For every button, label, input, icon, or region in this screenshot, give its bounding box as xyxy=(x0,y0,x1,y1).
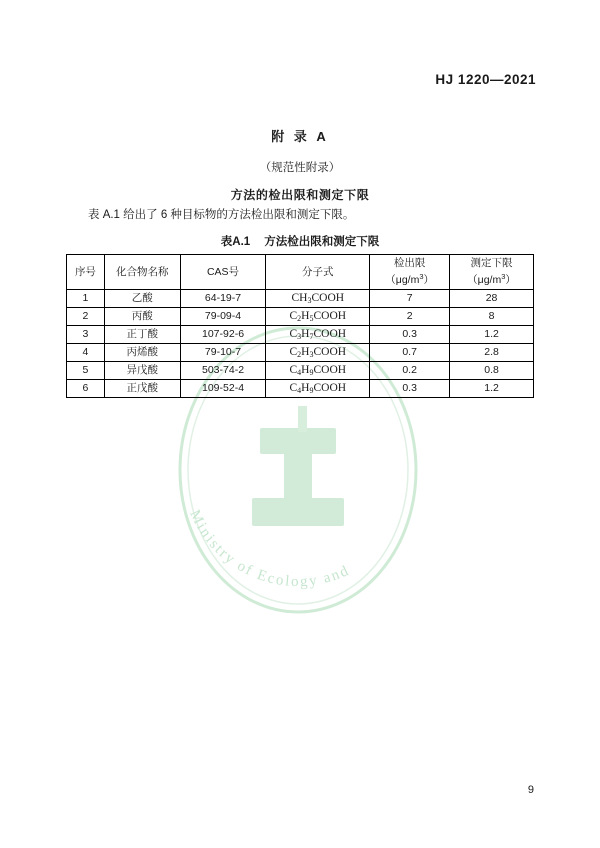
cell-index: 2 xyxy=(67,308,105,326)
cell-detection-limit: 7 xyxy=(370,290,450,308)
cell-cas: 503-74-2 xyxy=(180,362,266,380)
table-body xyxy=(67,290,534,398)
cell-index: 1 xyxy=(67,290,105,308)
svg-text:Ministry of Ecology and: Ministry of Ecology and xyxy=(186,507,353,591)
cell-mdl: 2.8 xyxy=(450,344,534,362)
table-row xyxy=(67,380,534,398)
col-header-index: 序号 xyxy=(67,255,105,290)
col-header-compound-name: 化合物名称 xyxy=(104,255,180,290)
cell-detection-limit: 2 xyxy=(370,308,450,326)
cell-cas: 79-09-4 xyxy=(180,308,266,326)
cell-mdl: 1.2 xyxy=(450,326,534,344)
cell-cas: 109-52-4 xyxy=(180,380,266,398)
cell-formula: $C_2H_3COOH$ xyxy=(266,344,370,362)
cell-index: 6 xyxy=(67,380,105,398)
cell-detection-limit: 0.2 xyxy=(370,362,450,380)
cell-mdl: 8 xyxy=(450,308,534,326)
cell-name: 乙酸 xyxy=(104,290,180,308)
cell-mdl: 0.8 xyxy=(450,362,534,380)
table-header-row xyxy=(67,255,534,290)
table-caption-number: 表A.1 xyxy=(220,236,251,248)
cell-mdl: 1.2 xyxy=(450,380,534,398)
cell-formula: $C_4H_9COOH$ xyxy=(266,380,370,398)
table-caption-text: 方法检出限和测定下限 xyxy=(264,236,380,248)
cell-cas: 107-92-6 xyxy=(180,326,266,344)
table-row xyxy=(67,326,534,344)
cell-detection-limit: 0.3 xyxy=(370,380,450,398)
cell-name: 丙烯酸 xyxy=(104,344,180,362)
cell-mdl: 28 xyxy=(450,290,534,308)
page-number: 9 xyxy=(527,784,534,796)
cell-formula: $C_4H_9COOH$ xyxy=(266,362,370,380)
cell-detection-limit: 0.7 xyxy=(370,344,450,362)
col-header-cas: CAS号 xyxy=(180,255,266,290)
table-row xyxy=(67,344,534,362)
table-caption xyxy=(0,233,600,249)
annex-name: 方法的检出限和测定下限 xyxy=(230,188,370,202)
table-row xyxy=(67,362,534,380)
cell-name: 正丁酸 xyxy=(104,326,180,344)
cell-detection-limit: 0.3 xyxy=(370,326,450,344)
cell-index: 3 xyxy=(67,326,105,344)
annex-heading-block xyxy=(0,126,600,203)
table-row xyxy=(67,290,534,308)
cell-cas: 64-19-7 xyxy=(180,290,266,308)
col-header-formula: 分子式 xyxy=(266,255,370,290)
cell-index: 4 xyxy=(67,344,105,362)
cell-name: 异戊酸 xyxy=(104,362,180,380)
detection-limit-table xyxy=(66,254,534,398)
cell-name: 丙酸 xyxy=(104,308,180,326)
cell-name: 正戊酸 xyxy=(104,380,180,398)
col-header-mdl: 测定下限$(\mu g/m^3)$ xyxy=(450,255,534,290)
cell-formula: $C_3H_7COOH$ xyxy=(266,326,370,344)
cell-index: 5 xyxy=(67,362,105,380)
running-header-standard-id: HJ 1220—2021 xyxy=(435,72,536,87)
annex-title: 附 录 A xyxy=(271,129,329,144)
cell-formula: $C_2H_5COOH$ xyxy=(266,308,370,326)
annex-subtitle: （规范性附录） xyxy=(259,162,341,174)
col-header-detection-limit: 检出限$(\mu g/m^3)$ xyxy=(370,255,450,290)
cell-cas: 79-10-7 xyxy=(180,344,266,362)
cell-formula: $CH_3COOH$ xyxy=(266,290,370,308)
detection-limit-table-wrap xyxy=(66,254,534,398)
table-row xyxy=(67,308,534,326)
intro-paragraph: 表 A.1 给出了 6 种目标物的方法检出限和测定下限。 xyxy=(88,209,355,221)
